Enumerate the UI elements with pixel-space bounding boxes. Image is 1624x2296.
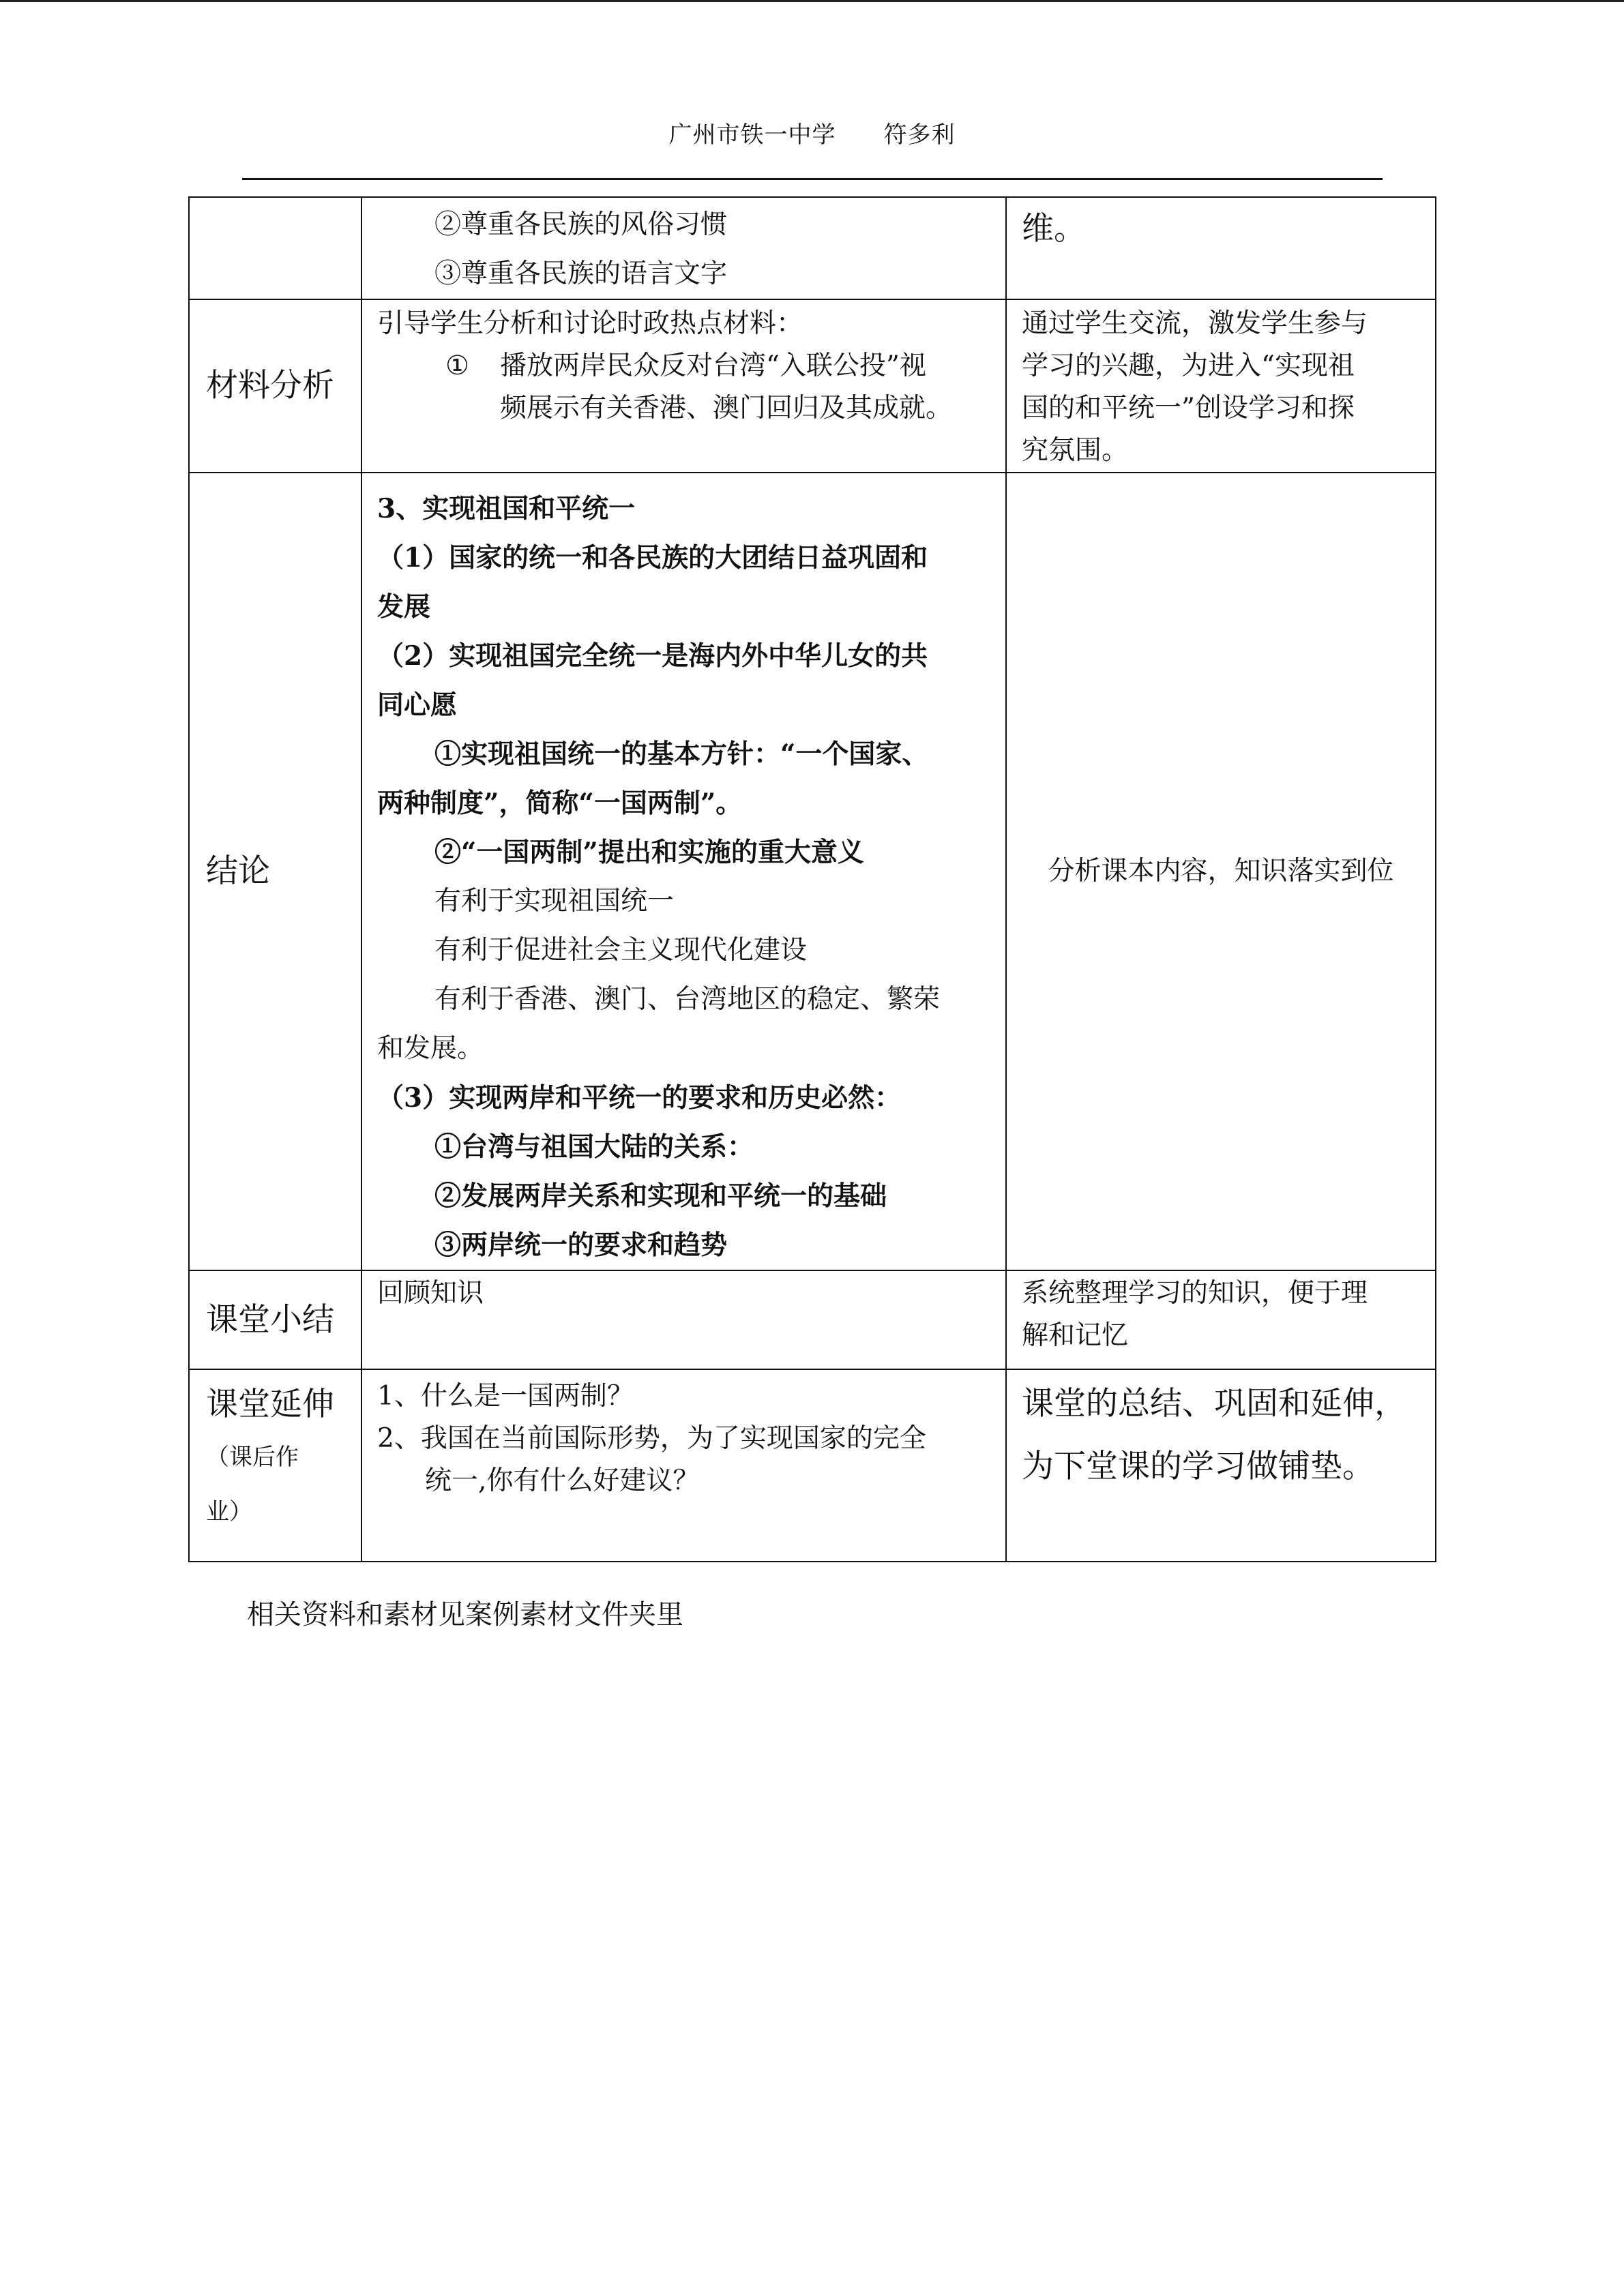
conclusion-note-cell — [1006, 473, 1436, 1270]
conclusion-content-cell — [361, 473, 1006, 1270]
header-rule — [242, 178, 1383, 180]
conclusion-line: ②“一国两制”提出和实施的重大意义 — [434, 837, 864, 868]
header-school: 广州市铁一中学 — [668, 121, 836, 149]
note-line: 通过学生交流，激发学生参与 — [1022, 308, 1368, 339]
note-line: 解和记忆 — [1022, 1320, 1129, 1351]
conclusion-label: 结论 — [189, 473, 361, 1270]
note-line: 究氛围。 — [1022, 435, 1129, 466]
note-line: 为下堂课的学习做铺垫。 — [1022, 1448, 1374, 1485]
row-summary — [189, 1270, 1436, 1369]
conclusion-line: 两种制度”，简称“一国两制”。 — [377, 788, 743, 819]
material-content-cell — [361, 299, 1006, 473]
note-line: 课堂的总结、巩固和延伸， — [1022, 1385, 1406, 1422]
continuation-note-cell — [1006, 197, 1436, 299]
conclusion-line: ①实现祖国统一的基本方针：“一个国家、 — [434, 739, 929, 770]
content-line: ②尊重各民族的风俗习惯 — [434, 209, 728, 240]
conclusion-line: 有利于实现祖国统一 — [434, 886, 675, 916]
conclusion-line: （2）实现祖国完全统一是海内外中华儿女的共 — [377, 640, 928, 672]
summary-label: 课堂小结 — [189, 1270, 361, 1369]
row-extension — [189, 1369, 1436, 1562]
footer-note: 相关资料和素材见案例素材文件夹里 — [247, 1599, 683, 1630]
note-text: 维。 — [1022, 210, 1086, 248]
row-conclusion — [189, 473, 1436, 1270]
conclusion-line: （1）国家的统一和各民族的大团结日益巩固和 — [377, 542, 928, 573]
material-note-cell — [1006, 299, 1436, 473]
extension-content-cell — [361, 1369, 1006, 1562]
conclusion-line: 同心愿 — [377, 689, 458, 721]
conclusion-line: 有利于促进社会主义现代化建设 — [434, 935, 808, 966]
question-2-line: 统一,你有什么好建议？ — [425, 1465, 700, 1496]
material-item-line: 频展示有关香港、澳门回归及其成就。 — [500, 393, 953, 423]
question-2-line: 2、我国在当前国际形势，为了实现国家的完全 — [377, 1423, 926, 1454]
conclusion-line: （3）实现两岸和平统一的要求和历史必然： — [377, 1082, 902, 1114]
material-item-number: ① — [445, 351, 469, 381]
extension-label-cell — [189, 1369, 361, 1562]
note-line: 国的和平统一”创设学习和探 — [1022, 393, 1355, 423]
continuation-label-cell — [189, 197, 361, 299]
summary-content-cell — [361, 1270, 1006, 1369]
header-author: 符多利 — [883, 121, 956, 149]
conclusion-line: 有利于香港、澳门、台湾地区的稳定、繁荣 — [434, 984, 941, 1015]
conclusion-line: 发展 — [377, 591, 431, 623]
extension-note-cell — [1006, 1369, 1436, 1562]
extension-sub-label: （课后作 — [206, 1444, 299, 1471]
row-continuation — [189, 197, 1436, 299]
question-1: 1、什么是一国两制？ — [377, 1381, 634, 1412]
content-line: ③尊重各民族的语言文字 — [434, 258, 728, 289]
row-material-analysis — [189, 299, 1436, 473]
conclusion-note: 分析课本内容，知识落实到位 — [1048, 856, 1394, 886]
summary-note-cell — [1006, 1270, 1436, 1369]
conclusion-line: 3、实现祖国和平统一 — [377, 493, 636, 524]
conclusion-line: ③两岸统一的要求和趋势 — [434, 1229, 728, 1261]
summary-content: 回顾知识 — [377, 1278, 484, 1309]
material-item — [377, 345, 992, 430]
conclusion-line: 和发展。 — [377, 1033, 484, 1064]
material-intro: 引导学生分析和讨论时政热点材料： — [377, 308, 803, 339]
note-line: 系统整理学习的知识，便于理 — [1022, 1278, 1368, 1309]
note-line: 学习的兴趣，为进入“实现祖 — [1022, 351, 1355, 381]
lesson-plan-table — [188, 196, 1436, 1562]
extension-sub-label: 业） — [206, 1498, 252, 1525]
page-header — [0, 116, 1624, 149]
continuation-content-cell — [361, 197, 1006, 299]
material-item-line: 播放两岸民众反对台湾“入联公投”视 — [500, 351, 926, 381]
page-top-border — [0, 0, 1624, 2]
extension-label: 课堂延伸 — [206, 1386, 334, 1423]
conclusion-line: ②发展两岸关系和实现和平统一的基础 — [434, 1180, 887, 1212]
material-label: 材料分析 — [189, 299, 361, 473]
conclusion-line: ①台湾与祖国大陆的关系： — [434, 1131, 754, 1163]
